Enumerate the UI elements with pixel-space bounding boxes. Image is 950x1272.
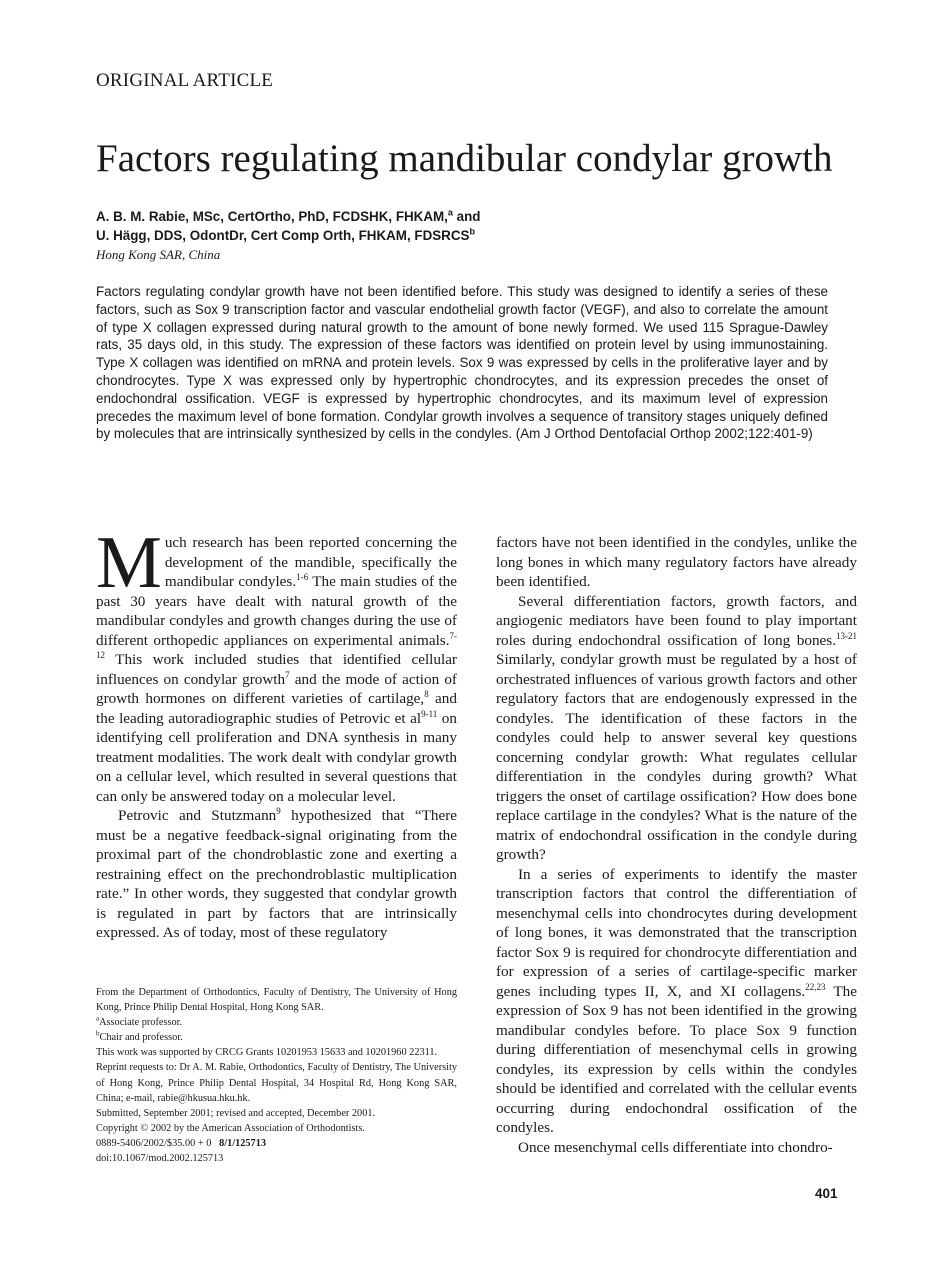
- citation-ref: 13-21: [836, 630, 857, 641]
- citation-ref: 1-6: [296, 571, 309, 582]
- text-run: In a series of experiments to identify the master transcription factors that control the differentiation of mesenchymal cells into chondrocytes during development of long bones, it was demonstrated that the transcription factor Sox 9 is required for chondrocyte differentiation and for expression of a series of cartilage-specific marker genes including types II, X, and XI collagens.: [496, 865, 857, 1000]
- text-run: and the mode of action of growth hormones on different varieties of cartilage,: [96, 670, 457, 707]
- abstract: Factors regulating condylar growth have not been identified before. This study was designed to identify a series of these factors, such as Sox 9 transcription factor and vascular endothelial growth factor (VEGF), and also to correlate the amount of type X collagen expressed during natural growth to the amount of bone newly formed. We used 115 Sprague-Dawley rats, 35 days old, in this study. The expression of these factors was identified on protein level by using immunostaining. Type X collagen was identified on mRNA and protein levels. Sox 9 was expressed by cells in the proliferative layer and by chondrocytes. Type X was expressed only by hypertrophic chondrocytes, and its expression precedes the onset of endochondral ossification. VEGF is expressed by hypertrophic chondrocytes, and its maximum level of expression precedes the maximum level of bone formation. Condylar growth involves a sequence of transitory stages uniquely defined by molecules that are intrinsically synthesized by cells in the condyles. (Am J Orthod Dentofacial Orthop 2002;122:401-9): [96, 284, 828, 442]
- body-paragraph: [96, 522, 457, 806]
- citation-ref: 9: [276, 805, 281, 816]
- body-column-right: [496, 533, 857, 1157]
- article-title: Factors regulating mandibular condylar growth: [96, 137, 833, 180]
- footnote-mark: b: [96, 1029, 100, 1038]
- text-run: and the leading autoradiographic studies of Petrovic et al: [96, 690, 457, 727]
- footnote-mark: a: [96, 1014, 100, 1023]
- citation-ref: 7-12: [96, 630, 457, 660]
- article-type-label: ORIGINAL ARTICLE: [96, 70, 274, 91]
- text-run: This work included studies that identified cellular influences on condylar growth: [96, 651, 457, 688]
- text-run: Several differentiation factors, growth factors, and angiogenic mediators have been found to play important roles during endochondral ossification of long bones.: [496, 592, 857, 649]
- text-run: uch research has been reported concerning the development of the mandible, specifically the mandibular condyles.: [164, 534, 457, 590]
- footnote-support: This work was supported by CRCG Grants 10201953 15633 and 10201960 22311.: [96, 1047, 438, 1059]
- text-run: The main studies of the past 30 years have dealt with natural growth of the mandibular condyles and growth changes during the use of different orthopedic appliances on experimental animals.: [96, 573, 457, 649]
- text-run: Petrovic and Stutzmann: [118, 807, 277, 824]
- footnote-doi: doi:10.1067/mod.2002.125713: [96, 1153, 224, 1165]
- drop-cap: M: [96, 522, 162, 604]
- author-list: [96, 207, 480, 245]
- affiliation: Hong Kong SAR, China: [96, 247, 221, 262]
- author-2: U. Hägg, DDS, OdontDr, Cert Comp Orth, FHKAM, FDSRCS: [96, 228, 470, 243]
- text-run: Associate professor.: [99, 1017, 183, 1029]
- footnotes: [96, 985, 457, 1166]
- body-paragraph: Once mesenchymal cells differentiate into chondro-: [518, 1138, 833, 1156]
- body-column-left: [96, 522, 457, 943]
- text-run: on identifying cell proliferation and DNA synthesis in many treatment modalities. The work dealt with condylar growth on a cellular level, which resulted in several questions that can only be answered today on a molecular level.: [96, 709, 457, 805]
- footnote-issn: [96, 1136, 457, 1151]
- footnote-copyright: Copyright © 2002 by the American Association of Orthodontists.: [96, 1122, 365, 1134]
- citation-ref: 22,23: [805, 981, 826, 992]
- author-line-2: [96, 226, 480, 245]
- body-paragraph: [496, 865, 857, 1138]
- body-paragraph: [496, 592, 857, 865]
- text-run: Similarly, condylar growth must be regulated by a host of orchestrated influences of various growth factors and other regulatory factors that are endogenously expressed in the condyles. The identification of these factors in the condyles could help to answer several key questions concerning condylar growth: What regulates cellular differentiation in the condyles during growth? What triggers the onset of cartilage ossification? How does bone replace cartilage in the condyles? What is the nature of the matrix of endochondral ossification in the condyle during growth?: [496, 651, 857, 863]
- footnote-department: From the Department of Orthodontics, Faculty of Dentistry, The University of Hong Kong, Prince Philip Dental Hospital, Hong Kong SAR.: [96, 987, 457, 1014]
- text-run: hypothesized that “There must be a negative feedback-signal originating from the proximal part of the chondroblastic zone and exerting a restraining effect on the prechondroblastic multiplication rate.” In other words, they suggested that condylar growth is regulated in part by factors that are intrinsically expressed. As of today, most of these regulatory: [96, 807, 457, 941]
- footnote-reprint: Reprint requests to: Dr A. M. Rabie, Orthodontics, Faculty of Dentistry, The University of Hong Kong, Prince Philip Dental Hospital, 34 Hospital Rd, Hong Kong SAR, China; e-mail, rabie@hkusua.hku.hk.: [96, 1062, 457, 1104]
- body-paragraph: factors have not been identified in the condyles, unlike the long bones in which many regulatory factors have already been identified.: [496, 534, 857, 590]
- author-1: A. B. M. Rabie, MSc, CertOrtho, PhD, FCDSHK, FHKAM,: [96, 209, 448, 224]
- author-1-mark: a: [447, 207, 453, 218]
- text-run: Chair and professor.: [99, 1032, 183, 1044]
- footnote-submitted: Submitted, September 2001; revised and accepted, December 2001.: [96, 1107, 376, 1119]
- footnote-a: [96, 1015, 457, 1030]
- author-joiner: and: [452, 209, 481, 224]
- citation-ref: 8: [424, 688, 429, 699]
- text-run: The expression of Sox 9 has not been identified in the growing mandibular condyles before. To place Sox 9 function during differentiation of mesenchymal cells in growing condyles, its expression by cells within the condyles should be identified and correlated with the cellular events occurring during endochondral ossification of the condyles.: [496, 982, 857, 1136]
- author-line-1: [96, 207, 480, 226]
- text-run: 0889-5406/2002/$35.00 + 0: [96, 1137, 212, 1149]
- author-2-mark: b: [469, 226, 475, 237]
- issn-code: 8/1/125713: [219, 1137, 267, 1149]
- footnote-b: [96, 1030, 457, 1045]
- body-paragraph: [96, 806, 457, 943]
- citation-ref: 7: [285, 669, 290, 680]
- page-number: 401: [815, 1186, 838, 1201]
- citation-ref: 9-11: [421, 708, 438, 719]
